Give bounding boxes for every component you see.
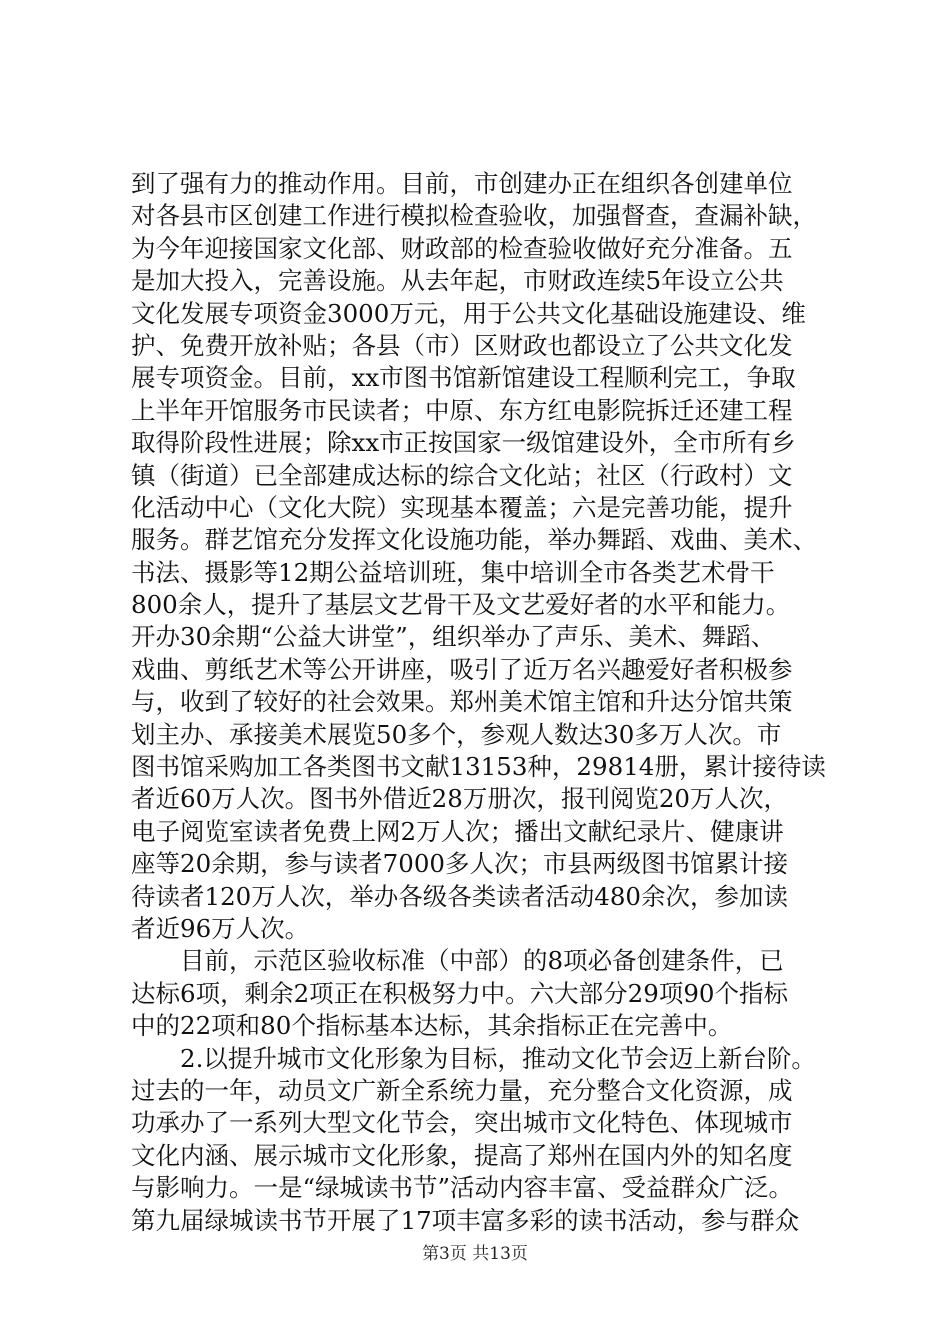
paragraph-start-line: 2.以提升城市文化形象为目标，推动文化节会迈上新台阶。 <box>180 1043 816 1073</box>
text-line: 戏曲、剪纸艺术等公开讲座，吸引了近万名兴趣爱好者积极参 <box>131 654 793 684</box>
text-line: 过去的一年，动员文广新全系统力量，充分整合文化资源，成 <box>131 1075 793 1105</box>
body-text <box>131 168 826 1237</box>
page-number-label: 第3页 共13页 <box>422 1244 528 1264</box>
text-line: 图书馆采购加工各类图书文献13153种，29814册，累计接待读 <box>131 752 826 782</box>
text-line: 座等20余期，参与读者7000多人次；市县两级图书馆累计接 <box>131 849 789 879</box>
text-line: 展专项资金。目前，xx市图书馆新馆建设工程顺利完工，争取 <box>131 363 796 393</box>
text-line: 到了强有力的推动作用。目前，市创建办正在组织各创建单位 <box>131 169 793 198</box>
text-line: 与影响力。一是“绿城读书节”活动内容丰富、受益群众广泛。 <box>131 1173 794 1203</box>
text-line: 化活动中心（文化大院）实现基本覆盖；六是完善功能，提升 <box>131 492 793 522</box>
text-line: 书法、摄影等12期公益培训班，集中培训全市各类艺术骨干 <box>131 557 775 587</box>
text-line: 第九届绿城读书节开展了17项丰富多彩的读书活动，参与群众 <box>131 1205 800 1235</box>
text-line: 镇（街道）已全部建成达标的综合文化站；社区（行政村）文 <box>131 460 793 490</box>
text-line: 服务。群艺馆充分发挥文化设施功能，举办舞蹈、戏曲、美术、 <box>131 525 817 555</box>
text-line: 者近60万人次。图书外借近28万册次，报刊阅览20万人次， <box>131 784 789 814</box>
text-line: 待读者120万人次，举办各级各类读者活动480余次，参加读 <box>131 881 789 911</box>
text-line: 对各县市区创建工作进行模拟检查验收，加强督查，查漏补缺， <box>131 201 817 231</box>
text-line: 划主办、承接美术展览50多个，参观人数达30多万人次。市 <box>131 719 782 749</box>
text-line: 达标6项，剩余2项正在积极努力中。六大部分29项90个指标 <box>131 978 789 1008</box>
text-line: 功承办了一系列大型文化节会，突出城市文化特色、体现城市 <box>131 1108 793 1138</box>
text-line: 是加大投入，完善设施。从去年起，市财政连续5年设立公共 <box>131 266 784 296</box>
text-line: 护、免费开放补贴；各县（市）区财政也都设立了公共文化发 <box>131 330 793 360</box>
text-line: 为今年迎接国家文化部、财政部的检查验收做好充分准备。五 <box>131 233 793 263</box>
text-line: 开办30余期“公益大讲堂”，组织举办了声乐、美术、舞蹈、 <box>131 622 776 652</box>
text-line: 与，收到了较好的社会效果。郑州美术馆主馆和升达分馆共策 <box>131 687 793 717</box>
text-line: 800余人，提升了基层文艺骨干及文艺爱好者的水平和能力。 <box>131 590 791 620</box>
text-line: 文化内涵、展示城市文化形象，提高了郑州在国内外的知名度 <box>131 1140 793 1170</box>
text-line: 中的22项和80个指标基本达标，其余指标正在完善中。 <box>131 1011 733 1041</box>
text-line: 者近96万人次。 <box>131 913 310 943</box>
text-line: 电子阅览室读者免费上网2万人次；播出文献纪录片、健康讲 <box>131 816 784 846</box>
text-line: 取得阶段性进展；除xx市正按国家一级馆建设外，全市所有乡 <box>131 428 796 458</box>
text-line: 上半年开馆服务市民读者；中原、东方红电影院拆迁还建工程 <box>131 395 793 425</box>
text-line: 文化发展专项资金3000万元，用于公共文化基础设施建设、维 <box>131 298 806 328</box>
page-footer <box>0 1243 950 1265</box>
paragraph-start-line: 目前，示范区验收标准（中部）的8项必备创建条件，已 <box>180 946 784 976</box>
